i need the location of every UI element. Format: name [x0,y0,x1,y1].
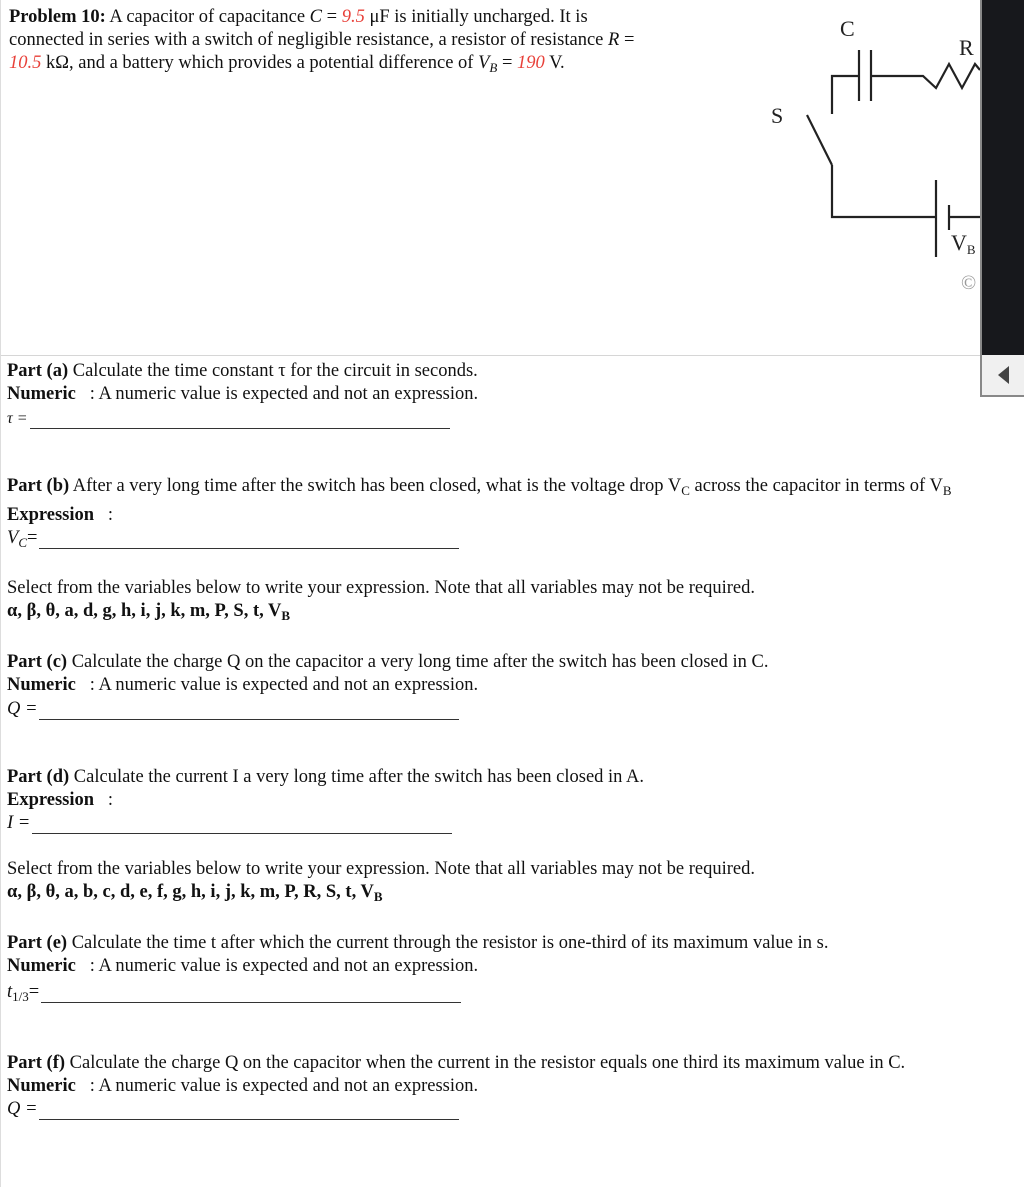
parts-b-text: After a very long time after the switch has been closed, what is the voltage drop V [72,476,682,496]
parts-e-answer_label: t [7,982,13,1002]
problem-C_unit: μF is initially uncharged. It is [369,7,588,27]
parts-e-type: Numeric [7,956,76,976]
switch-label: S [771,103,784,128]
problem-R_sym: R [608,30,620,50]
parts-b-select_text: Select from the variables below to write your expression. Note that all variables may not be required. [7,578,755,598]
parts-f-text: Calculate the charge Q on the capacitor when the current in the resistor equals one third its maximum value in C. [69,1053,906,1073]
parts-a-label: Part (a) [7,361,69,381]
parts-c-label: Part (c) [7,652,68,672]
resistor-label: R [959,35,974,60]
parts-d-select_text: Select from the variables below to write your expression. Note that all variables may not be required. [7,859,755,879]
parts-b-type: Expression [7,505,95,525]
parts-d-hint: : [107,790,114,810]
circuit-schematic [1,0,1024,300]
answer-input-d[interactable] [32,815,452,834]
parts-a-text: Calculate the time constant τ for the circuit in seconds. [72,361,478,381]
problem-eq: = [623,30,635,50]
voltage-value: 190 [517,53,545,73]
parts-d-text: Calculate the current I a very long time after the switch has been closed in A. [73,767,645,787]
parts-a-answer_label: τ = [7,410,28,427]
parts-c-text: Calculate the charge Q on the capacitor a very long time after the switch has been closed in C. [71,652,769,672]
parts-d-answer_label: I = [7,813,31,833]
parts-b-answer_eq: = [26,528,38,548]
problem-V_sub: B [489,60,498,75]
parts-b-answer_sub: C [18,535,27,550]
capacitance-value: 9.5 [341,7,365,27]
parts-d-vars_sub: B [373,889,383,904]
parts-a-hint: : A numeric value is expected and not an expression. [89,384,479,404]
answer-input-c[interactable] [39,701,459,720]
parts-b-sub2: B [942,483,952,498]
resistance-value: 10.5 [9,53,42,73]
parts-f-type: Numeric [7,1076,76,1096]
problem-R_unit: kΩ, and a battery which provides a potential difference of [46,53,474,73]
battery-label [951,230,976,258]
problem-line2: connected in series with a switch of negligible resistance, a resistor of resistance [9,30,604,50]
answer-input-a[interactable] [30,410,450,429]
parts-c-type: Numeric [7,675,76,695]
parts-e-answer_sub: 1/3 [12,989,29,1004]
diagram-V: V [951,230,967,255]
answer-input-e[interactable] [41,984,461,1003]
problem-V_unit: V. [549,53,565,73]
side-panel [980,0,1024,355]
chevron-left-icon [997,365,1011,385]
parts-b-sub: C [681,483,690,498]
parts-b-label: Part (b) [7,476,70,496]
variables-list-b: α, β, θ, a, d, g, h, i, j, k, m, P, S, t, V [7,601,282,621]
parts-b-answer_label: V [7,528,19,548]
parts-f-hint: : A numeric value is expected and not an expression. [89,1076,479,1096]
divider [1,355,980,356]
parts-b-text2: across the capacitor in terms of V [694,476,943,496]
problem-V_sym: V [478,53,490,73]
capacitor-label: C [840,16,855,41]
problem-eq: = [501,53,513,73]
copyright-mark: © [961,272,977,294]
problem-C_sym: C [309,7,323,27]
problem-eq: = [326,7,338,27]
parts-f-answer_label: Q = [7,1099,38,1119]
parts-c-hint: : A numeric value is expected and not an expression. [89,675,479,695]
parts-e-label: Part (e) [7,933,68,953]
answer-input-b[interactable] [39,530,459,549]
collapse-panel-button[interactable] [980,355,1024,397]
diagram-V_sub: B [966,242,976,257]
parts-c-answer_label: Q = [7,699,38,719]
problem-text1: A capacitor of capacitance [109,7,306,27]
parts-f-label: Part (f) [7,1053,66,1073]
problem-label: Problem 10: [9,7,106,27]
parts-b-vars_sub: B [281,608,291,623]
variables-list-d: α, β, θ, a, b, c, d, e, f, g, h, i, j, k, m, P, R, S, t, V [7,882,374,902]
parts-e-text: Calculate the time t after which the current through the resistor is one-third of its maximum value in s. [71,933,829,953]
parts-b-hint: : [107,505,114,525]
parts-a-type: Numeric [7,384,76,404]
answer-input-f[interactable] [39,1101,459,1120]
parts-e-answer_eq: = [28,982,40,1002]
parts-d-type: Expression [7,790,95,810]
parts-e-hint: : A numeric value is expected and not an expression. [89,956,479,976]
parts-d-label: Part (d) [7,767,70,787]
